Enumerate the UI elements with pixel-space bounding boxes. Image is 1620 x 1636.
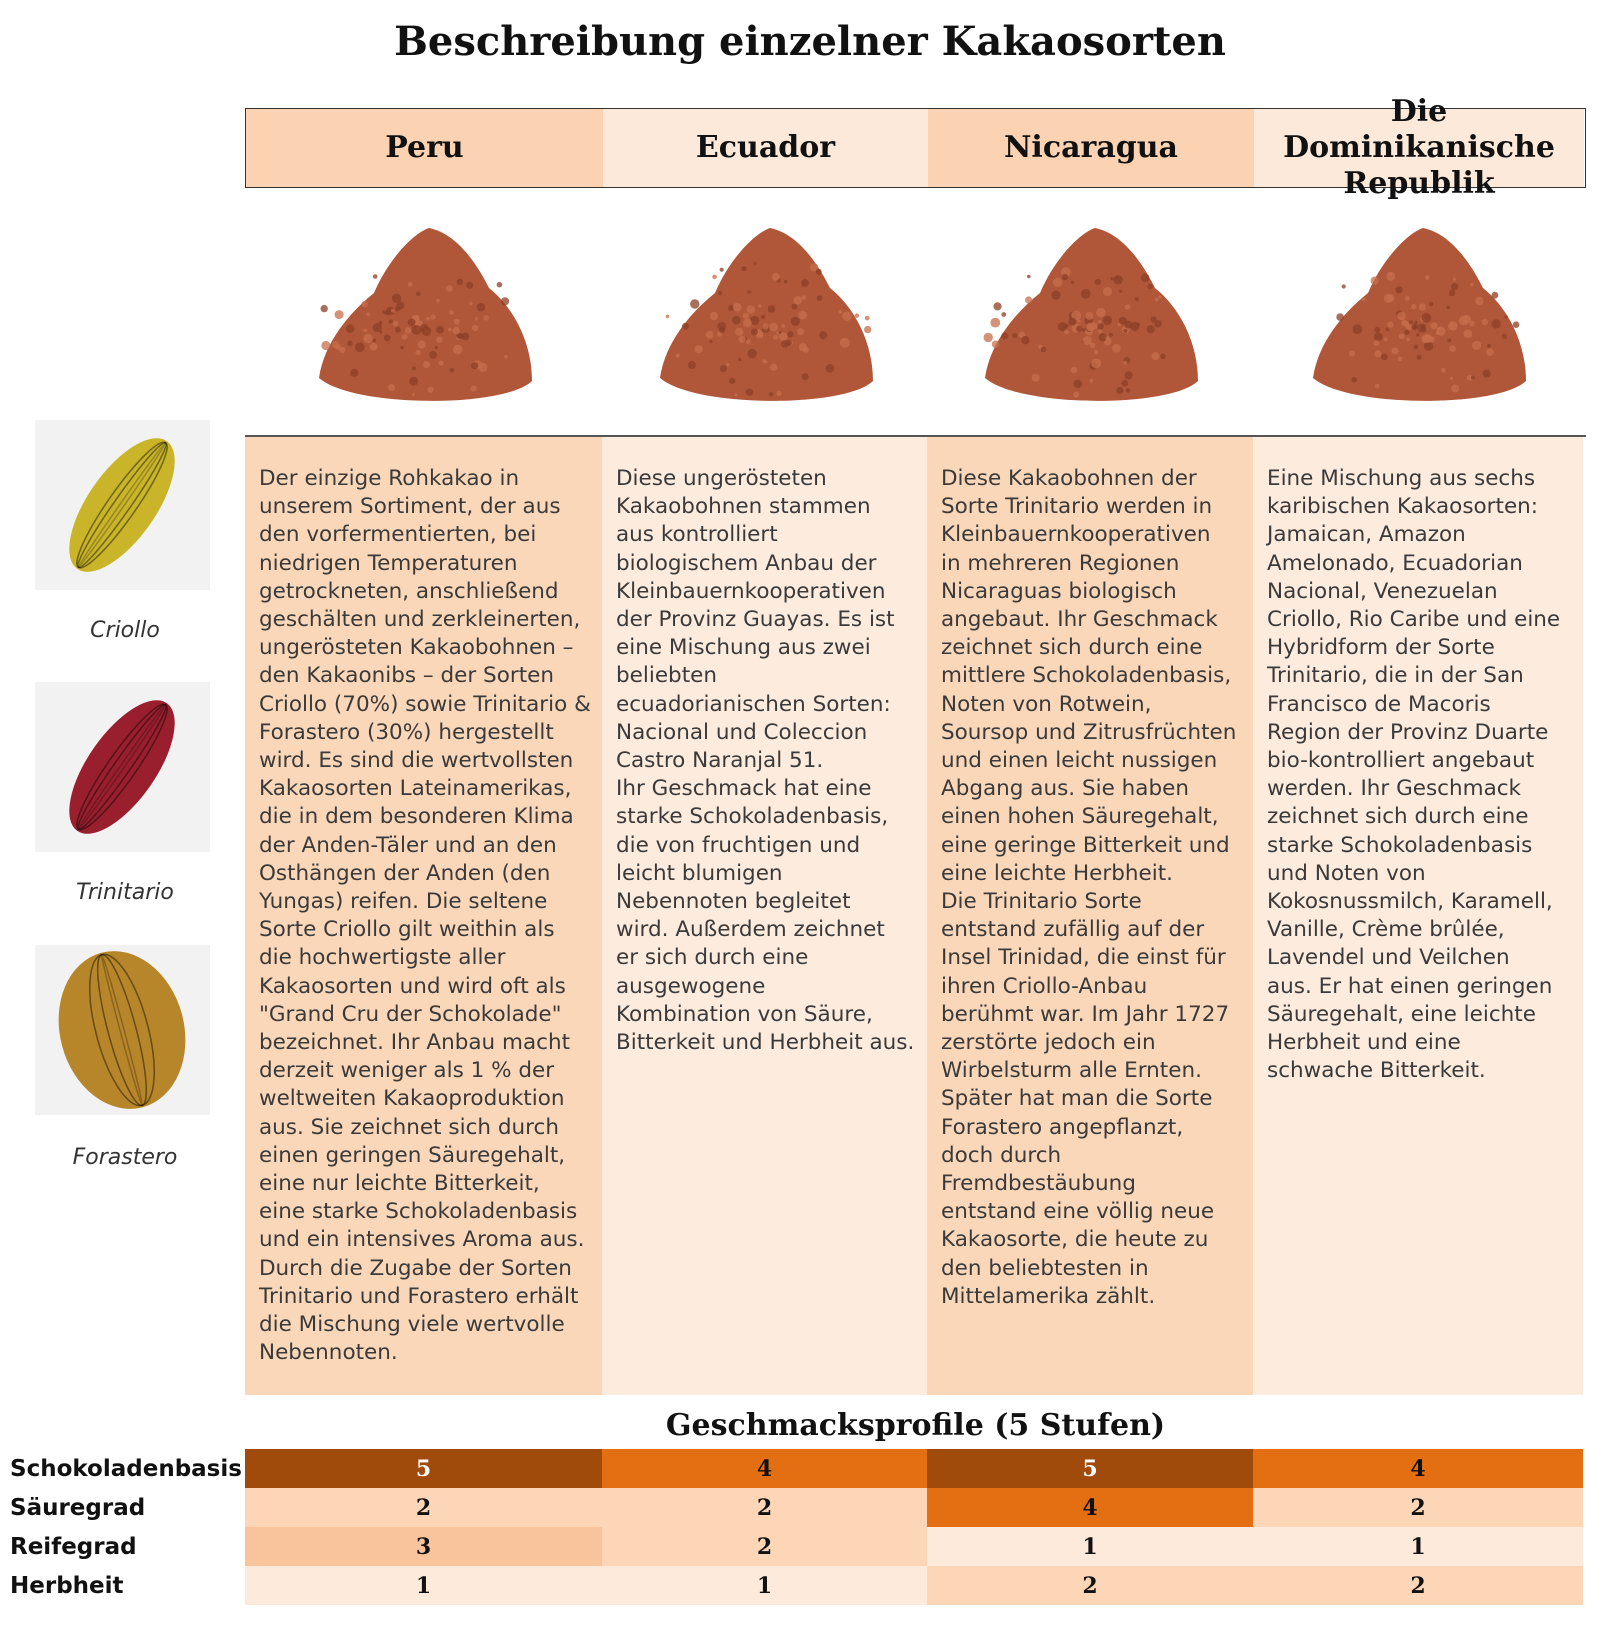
cocoa-powder-image [602, 190, 927, 435]
page-title: Beschreibung einzelner Kakaosorten [394, 18, 1226, 65]
cocoa-powder-row [245, 190, 1586, 435]
profile-row [0, 1449, 1590, 1488]
description-row [245, 437, 1586, 1395]
cocoa-pod-icon [35, 945, 210, 1115]
cocoa-powder-icon [304, 203, 544, 423]
profile-value-cell: 2 [245, 1488, 602, 1527]
trinitario-pod-image [35, 682, 210, 852]
profile-row-label: Säuregrad [10, 1494, 146, 1521]
profile-value-cell: 2 [1253, 1566, 1583, 1605]
cocoa-pod-icon [35, 420, 210, 590]
profile-value-cell: 2 [1253, 1488, 1583, 1527]
cocoa-powder-icon [645, 203, 885, 423]
profile-value-cell: 1 [1253, 1527, 1583, 1566]
profile-value-cell: 1 [602, 1566, 927, 1605]
profile-row [0, 1527, 1590, 1566]
profile-value-cell: 5 [927, 1449, 1253, 1488]
column-header-peru: Peru [246, 109, 603, 187]
pod-label-trinitario: Trinitario [76, 880, 174, 905]
profile-row-label: Herbheit [10, 1572, 124, 1599]
cocoa-powder-icon [970, 203, 1210, 423]
profile-value-cell: 4 [602, 1449, 927, 1488]
description-nicaragua: Diese Kakaobohnen der Sorte Trinitario werden in Kleinbauernkooperativen in mehreren Regionen Nicaraguas biologisch angebaut. Ihr Geschmack zeichnet sich durch eine mittlere Schokoladenbasis, Noten von Rotwein, Soursop und Zitrusfrüchten und einen leicht nussigen Abgang aus. Sie haben einen hohen Säuregehalt, eine geringe Bitterkeit und eine leichte Herbheit. Die Trinitario Sorte entstand zufällig auf der Insel Trinidad, die einst für ihren Criollo-Anbau berühmt war. Im Jahr 1727 zerstörte jedoch ein Wirbelsturm alle Ernten. Später hat man die Sorte Forastero angepflanzt, doch durch Fremdbestäubung entstand eine völlig neue Kakaosorte, die heute zu den beliebtesten in Mittelamerika zählt. [927, 437, 1253, 1395]
column-header-dominican-republic: Die Dominikanische Republik [1254, 109, 1584, 187]
taste-profile-table [0, 1449, 1590, 1605]
variety-header-row [245, 94, 1586, 201]
profile-row-label: Reifegrad [10, 1533, 137, 1560]
profile-value-cell: 5 [245, 1449, 602, 1488]
cocoa-pod-icon [35, 682, 210, 852]
profile-row [0, 1566, 1590, 1605]
description-peru: Der einzige Rohkakao in unserem Sortiment, der aus den vorfermentierten, bei niedrigen Temperaturen getrockneten, anschließend geschälten und zerkleinerten, ungerösteten Kakaobohnen – den Kakaonibs – der Sorten Criollo (70%) sowie Trinitario & Forastero (30%) hergestellt wird. Es sind die wertvollsten Kakaosorten Lateinamerikas, die in dem besonderen Klima der Anden-Täler und an den Osthängen der Anden (den Yungas) reifen. Die seltene Sorte Criollo gilt weithin als die hochwertigste aller Kakaosorten und wird oft als "Grand Cru der Schokolade" bezeichnet. Ihr Anbau macht derzeit weniger als 1 % der weltweiten Kakaoproduktion aus. Sie zeichnet sich durch einen geringen Säuregehalt, eine nur leichte Bitterkeit, eine starke Schokoladenbasis und ein intensives Aroma aus. Durch die Zugabe der Sorten Trinitario und Forastero erhält die Mischung viele wertvolle Nebennoten. [245, 437, 602, 1395]
profile-value-cell: 1 [245, 1566, 602, 1605]
profile-value-cell: 4 [1253, 1449, 1583, 1488]
profile-value-cell: 2 [927, 1566, 1253, 1605]
pod-label-criollo: Criollo [90, 618, 160, 643]
profile-row-label: Schokoladenbasis [10, 1455, 242, 1482]
profile-value-cell: 4 [927, 1488, 1253, 1527]
cocoa-powder-icon [1298, 203, 1538, 423]
profile-row [0, 1488, 1590, 1527]
pod-label-forastero: Forastero [72, 1145, 178, 1170]
profile-value-cell: 2 [602, 1527, 927, 1566]
cocoa-powder-image [927, 190, 1253, 435]
cocoa-powder-image [1253, 190, 1583, 435]
forastero-pod-image [35, 945, 210, 1115]
column-header-nicaragua: Nicaragua [928, 109, 1254, 187]
column-header-ecuador: Ecuador [603, 109, 928, 187]
description-dominican-republic: Eine Mischung aus sechs karibischen Kakaosorten: Jamaican, Amazon Amelonado, Ecuadorian Nacional, Venezuelan Criollo, Rio Caribe und eine Hybridform der Sorte Trinitario, die in der San Francisco de Macoris Region der Provinz Duarte bio-kontrolliert angebaut werden. Ihr Geschmack zeichnet sich durch eine starke Schokoladenbasis und Noten von Kokosnussmilch, Karamell, Vanille, Crème brûlée, Lavendel und Veilchen aus. Er hat einen geringen Säuregehalt, eine leichte Herbheit und eine schwache Bitterkeit. [1253, 437, 1583, 1395]
profile-value-cell: 3 [245, 1527, 602, 1566]
criollo-pod-image [35, 420, 210, 590]
profile-value-cell: 2 [602, 1488, 927, 1527]
cocoa-powder-image [245, 190, 602, 435]
profile-value-cell: 1 [927, 1527, 1253, 1566]
profile-title: Geschmacksprofile (5 Stufen) [665, 1408, 1166, 1443]
description-ecuador: Diese ungerösteten Kakaobohnen stammen aus kontrolliert biologischem Anbau der Kleinbauernkooperativen der Provinz Guayas. Es ist eine Mischung aus zwei beliebten ecuadorianischen Sorten: Nacional und Coleccion Castro Naranjal 51. Ihr Geschmack hat eine starke Schokoladenbasis, die von fruchtigen und leicht blumigen Nebennoten begleitet wird. Außerdem zeichnet er sich durch eine ausgewogene Kombination von Säure, Bitterkeit und Herbheit aus. [602, 437, 927, 1395]
